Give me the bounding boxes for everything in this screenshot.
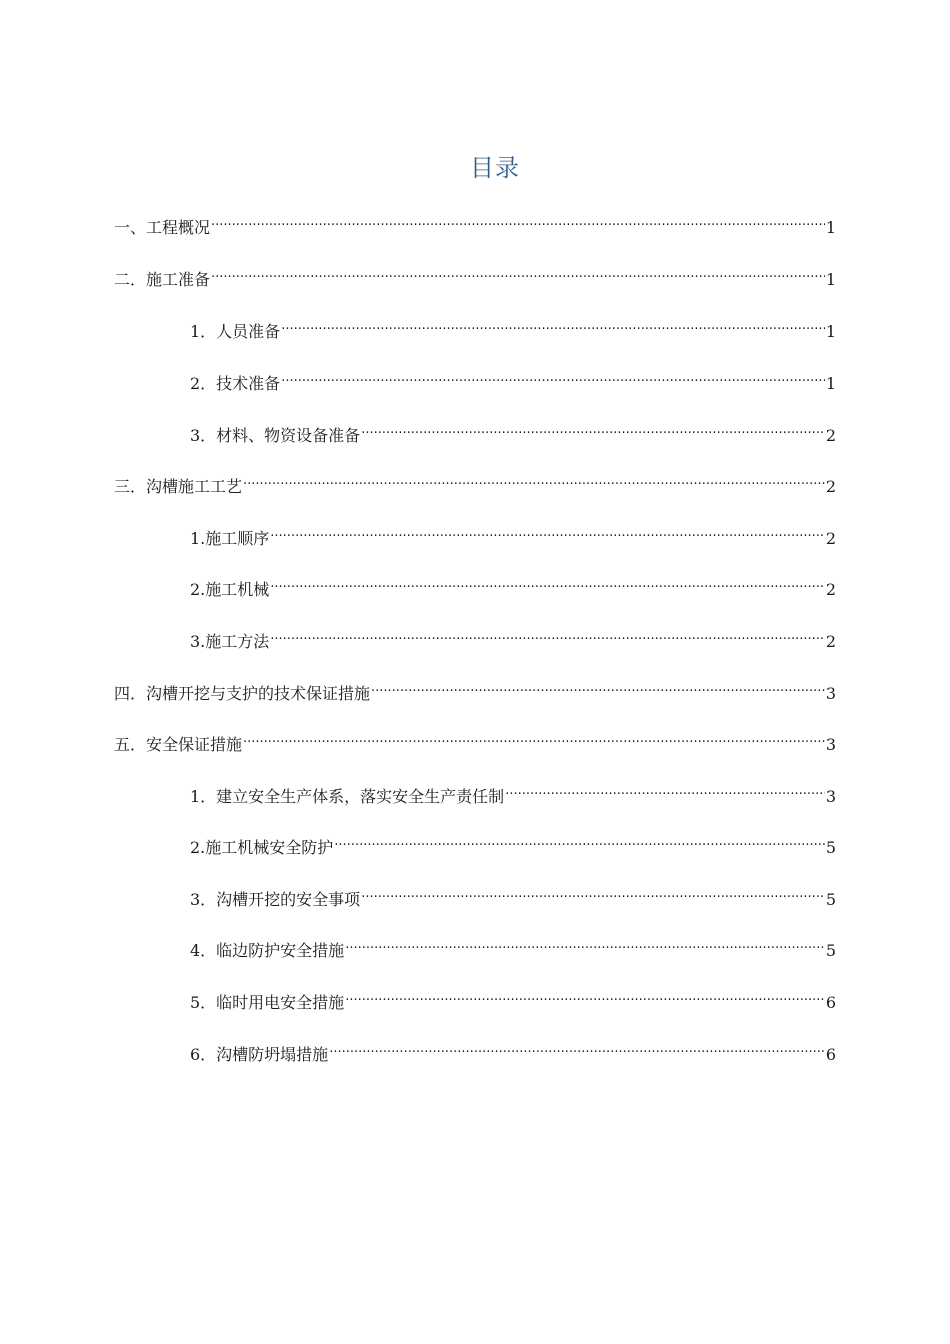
toc-dot-leader [243, 466, 825, 492]
toc-entry-text: 3．材料、物资设备准备 [190, 426, 361, 445]
toc-dot-leader [211, 259, 825, 285]
toc-entry-text: 2.施工机械安全防护 [190, 838, 334, 857]
toc-entry-page: 5 [825, 890, 836, 909]
toc-dot-leader [243, 724, 825, 750]
toc-dot-leader [270, 518, 825, 544]
toc-dot-leader [281, 363, 825, 389]
toc-entry[interactable] [114, 207, 836, 237]
toc-entry-text: 五．安全保证措施 [114, 735, 243, 754]
toc-dot-leader [211, 207, 825, 233]
toc-entry[interactable] [190, 982, 836, 1012]
toc-entry[interactable] [190, 363, 836, 393]
toc-entry[interactable] [190, 621, 836, 651]
toc-entry-text: 5．临时用电安全措施 [190, 993, 345, 1012]
toc-entry[interactable] [114, 724, 836, 754]
toc-dot-leader [505, 776, 825, 802]
toc-dot-leader [281, 311, 825, 337]
toc-entry[interactable] [190, 569, 836, 599]
toc-entry-page: 6 [825, 1045, 836, 1064]
toc-entry[interactable] [190, 415, 836, 445]
toc-entry-text: 3．沟槽开挖的安全事项 [190, 890, 361, 909]
toc-entry-page: 3 [825, 787, 836, 806]
toc-entry-page: 2 [825, 477, 836, 496]
toc-entry-page: 5 [825, 838, 836, 857]
toc-entry-page: 2 [825, 529, 836, 548]
toc-dot-leader [371, 673, 825, 699]
toc-entry-page: 1 [825, 218, 836, 237]
toc-dot-leader [329, 1034, 825, 1060]
toc-dot-leader [270, 569, 825, 595]
toc-entry-text: 2．技术准备 [190, 374, 281, 393]
toc-entry[interactable] [114, 673, 836, 703]
toc-dot-leader [345, 930, 825, 956]
toc-dot-leader [361, 415, 825, 441]
toc-entry-page: 3 [825, 735, 836, 754]
toc-entry[interactable] [190, 311, 836, 341]
toc-entry[interactable] [190, 518, 836, 548]
toc-entry-text: 1.施工顺序 [190, 529, 270, 548]
toc-dot-leader [345, 982, 825, 1008]
toc-entry-page: 2 [825, 580, 836, 599]
toc-entry-text: 一、工程概况 [114, 218, 211, 237]
toc-entry-text: 4．临边防护安全措施 [190, 941, 345, 960]
toc-dot-leader [270, 621, 825, 647]
toc-entry-page: 1 [825, 322, 836, 341]
toc-entry-page: 2 [825, 426, 836, 445]
toc-entry[interactable] [114, 466, 836, 496]
toc-entry-page: 3 [825, 684, 836, 703]
toc-entry-text: 6．沟槽防坍塌措施 [190, 1045, 329, 1064]
toc-entry[interactable] [190, 879, 836, 909]
toc-entry[interactable] [190, 930, 836, 960]
toc-entry-text: 2.施工机械 [190, 580, 270, 599]
toc-entry-page: 2 [825, 632, 836, 651]
toc-entry[interactable] [190, 1034, 836, 1064]
toc-entry-page: 5 [825, 941, 836, 960]
toc-entry[interactable] [190, 827, 836, 857]
toc-entry-text: 二．施工准备 [114, 270, 211, 289]
toc-entry[interactable] [190, 776, 836, 806]
toc-entry-page: 1 [825, 270, 836, 289]
toc-dot-leader [334, 827, 825, 853]
toc-entry-page: 1 [825, 374, 836, 393]
toc-entry-text: 3.施工方法 [190, 632, 270, 651]
toc-entry-text: 1．建立安全生产体系，落实安全生产责任制 [190, 787, 505, 806]
toc-title: 目录 [470, 154, 520, 182]
toc-entry[interactable] [114, 259, 836, 289]
toc-entry-page: 6 [825, 993, 836, 1012]
toc-entry-text: 1．人员准备 [190, 322, 281, 341]
toc-entry-text: 三．沟槽施工工艺 [114, 477, 243, 496]
toc-dot-leader [361, 879, 825, 905]
toc-entry-text: 四．沟槽开挖与支护的技术保证措施 [114, 684, 371, 703]
